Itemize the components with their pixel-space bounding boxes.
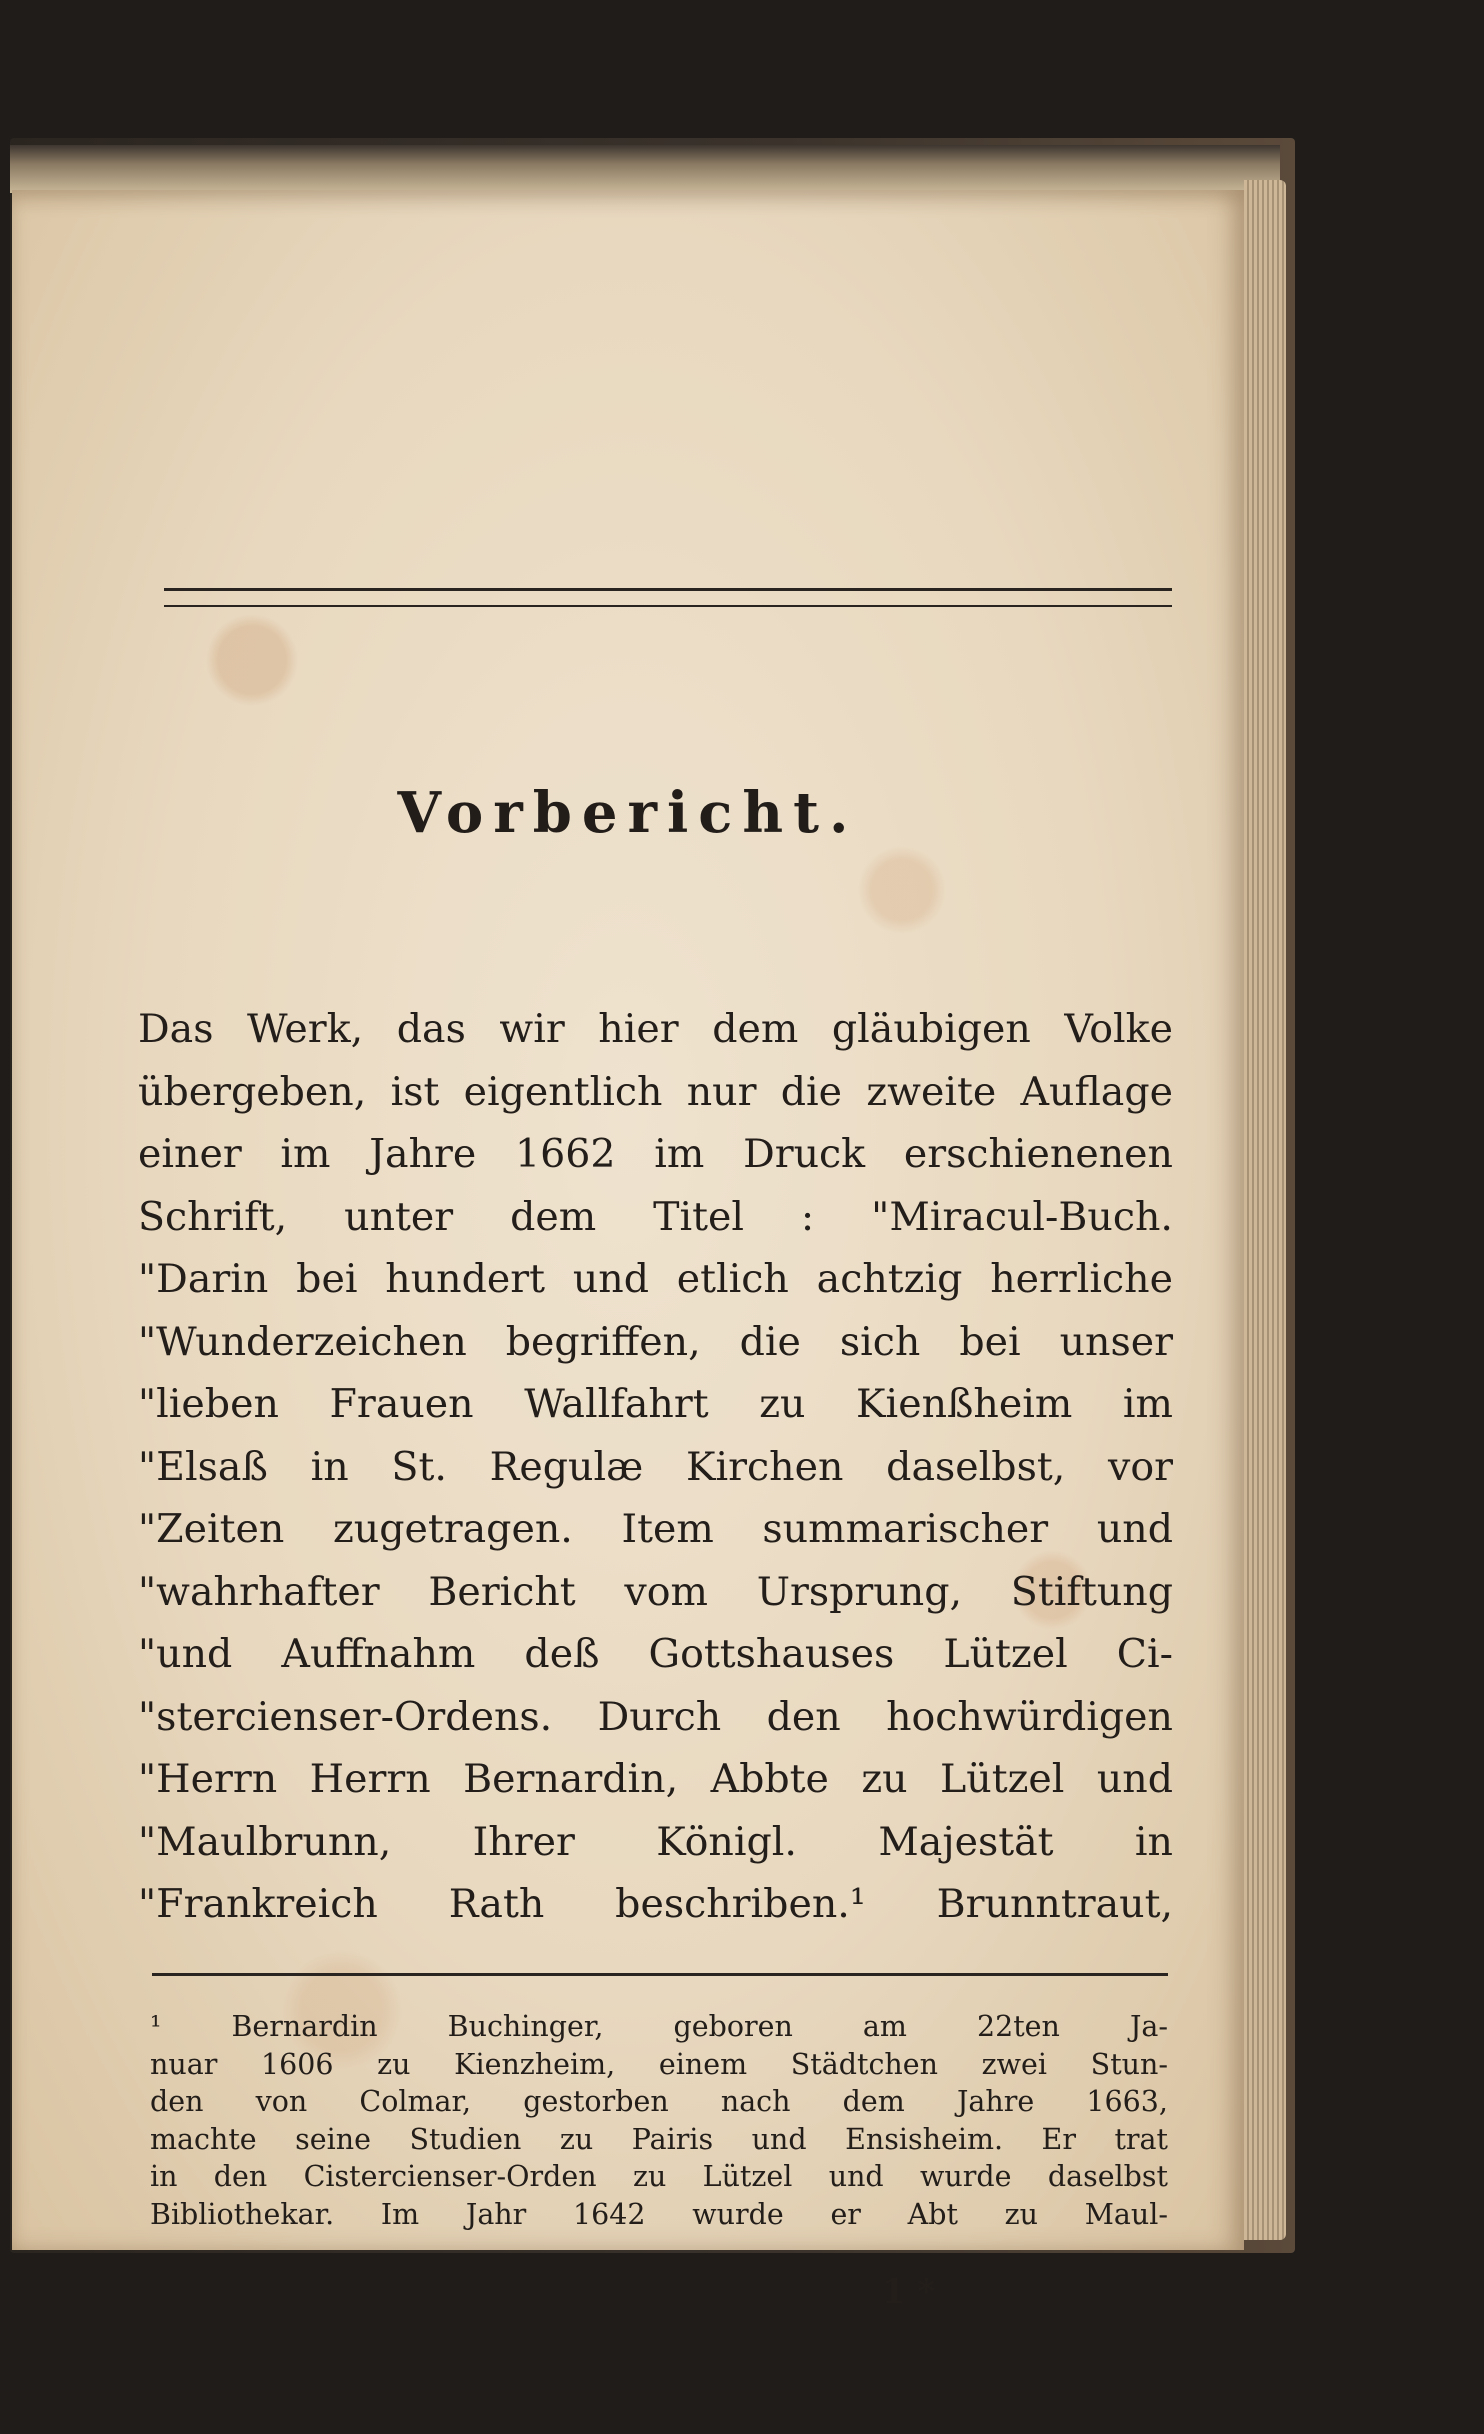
footnote-line: in den Cistercienser-Orden zu Lützel und wurde daselbst (150, 2160, 1168, 2193)
footnote-line: machte seine Studien zu Pairis und Ensisheim. Er trat (150, 2122, 1168, 2156)
book-page (12, 190, 1244, 2312)
body-line: "Maulbrunn, Ihrer Königl. Majestät in (138, 1818, 1173, 1865)
body-line: "und Auffnahm deß Gottshauses Lützel Ci- (138, 1631, 1173, 1677)
body-line: "Darin bei hundert und etlich achtzig herrliche (138, 1256, 1173, 1302)
page-title: Vorbericht. (397, 780, 859, 846)
footnote-line: den von Colmar, gestorben nach dem Jahre 1663, (150, 2085, 1168, 2118)
body-line: übergeben, ist eigentlich nur die zweite Auflage (138, 1068, 1173, 1115)
body-line: Das Werk, das wir hier dem gläubigen Volke (138, 1006, 1173, 1052)
body-line: "wahrhafter Bericht vom Ursprung, Stiftung (138, 1568, 1173, 1615)
body-line: "Frankreich Rath beschriben.¹ Brunntraut, (138, 1881, 1173, 1927)
page-top-edge (10, 145, 1280, 193)
footnote-line: ¹ Bernardin Buchinger, geboren am 22ten Ja- (150, 2010, 1168, 2043)
header-double-rule (164, 588, 1172, 607)
body-line: "Zeiten zugetragen. Item summarischer und (138, 1506, 1173, 1552)
body-line: "stercienser-Ordens. Durch den hochwürdigen (138, 1693, 1173, 1740)
footnote (150, 2008, 1168, 2233)
footnote-line: nuar 1606 zu Kienzheim, einem Städtchen zwei Stun- (150, 2047, 1168, 2081)
footnote-rule (152, 1973, 1168, 1976)
body-line: "Elsaß in St. Regulæ Kirchen daselbst, vor (138, 1443, 1173, 1490)
body-text (138, 998, 1173, 1936)
body-line: Schrift, unter dem Titel : "Miracul-Buch. (138, 1193, 1173, 1240)
body-line: einer im Jahre 1662 im Druck erschienenen (138, 1131, 1173, 1177)
body-line: "lieben Frauen Wallfahrt zu Kienßheim im (138, 1381, 1173, 1427)
signature-mark: 1 * (882, 2272, 936, 2312)
body-line: "Wunderzeichen begriffen, die sich bei unser (138, 1318, 1173, 1365)
body-line: "Herrn Herrn Bernardin, Abbte zu Lützel und (138, 1756, 1173, 1802)
page-stack-edge (1244, 180, 1286, 2240)
footnote-line: Bibliothekar. Im Jahr 1642 wurde er Abt zu Maul- (150, 2197, 1168, 2231)
